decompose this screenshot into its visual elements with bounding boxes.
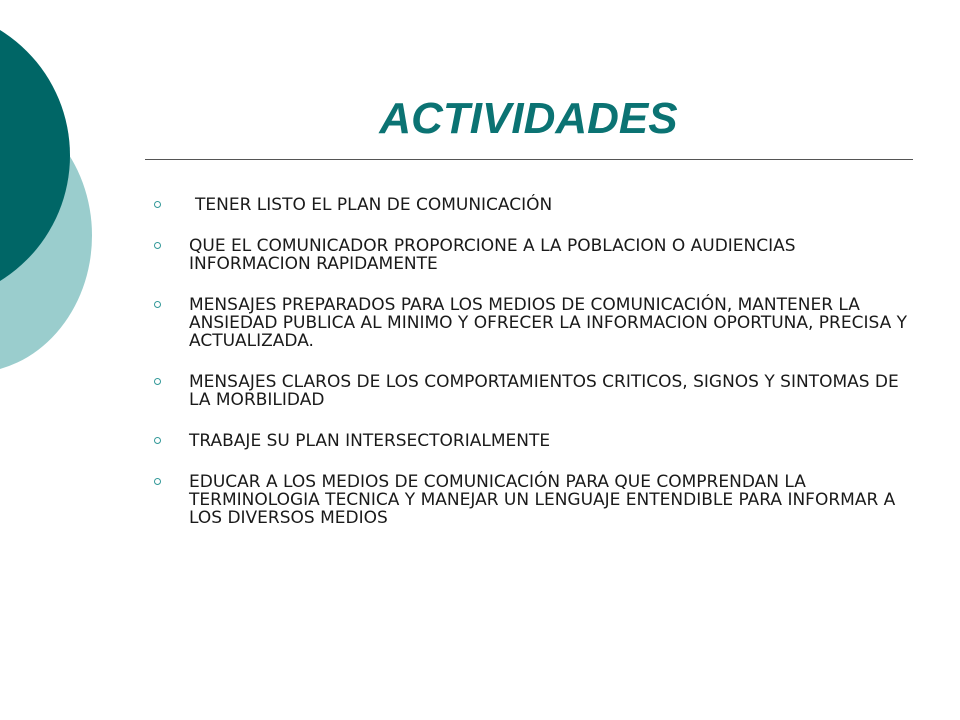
hollow-circle-icon — [154, 201, 161, 208]
hollow-circle-icon — [154, 242, 161, 249]
title-divider — [145, 159, 913, 160]
bullet-item — [150, 473, 910, 527]
bullet-text: TENER LISTO EL PLAN DE COMUNICACIÓN — [195, 195, 553, 215]
hollow-circle-icon — [154, 301, 161, 308]
bullet-text: QUE EL COMUNICADOR PROPORCIONE A LA POBLACION O AUDIENCIAS INFORMACION RAPIDAMENTE — [189, 236, 796, 274]
bullet-item — [150, 373, 910, 409]
bullet-item — [150, 196, 910, 214]
bullet-text: TRABAJE SU PLAN INTERSECTORIALMENTE — [189, 431, 551, 451]
bullet-text: EDUCAR A LOS MEDIOS DE COMUNICACIÓN PARA QUE COMPRENDAN LA TERMINOLOGIA TECNICA Y MANEJAR UN LENGUAJE ENTENDIBLE PARA INFORMAR A LOS DIVERSOS MEDIOS — [189, 472, 896, 528]
bullet-item — [150, 237, 910, 273]
bullet-item — [150, 296, 910, 350]
bullet-text: MENSAJES CLAROS DE LOS COMPORTAMIENTOS CRITICOS, SIGNOS Y SINTOMAS DE LA MORBILIDAD — [189, 372, 899, 410]
hollow-circle-icon — [154, 378, 161, 385]
bullet-text: MENSAJES PREPARADOS PARA LOS MEDIOS DE COMUNICACIÓN, MANTENER LA ANSIEDAD PUBLICA AL MINIMO Y OFRECER LA INFORMACION OPORTUNA, PRECISA Y ACTUALIZADA. — [189, 295, 908, 351]
hollow-circle-icon — [154, 437, 161, 444]
slide-title: ACTIVIDADES — [379, 94, 678, 143]
hollow-circle-icon — [154, 478, 161, 485]
bullet-item — [150, 432, 910, 450]
bullet-list — [150, 196, 910, 550]
